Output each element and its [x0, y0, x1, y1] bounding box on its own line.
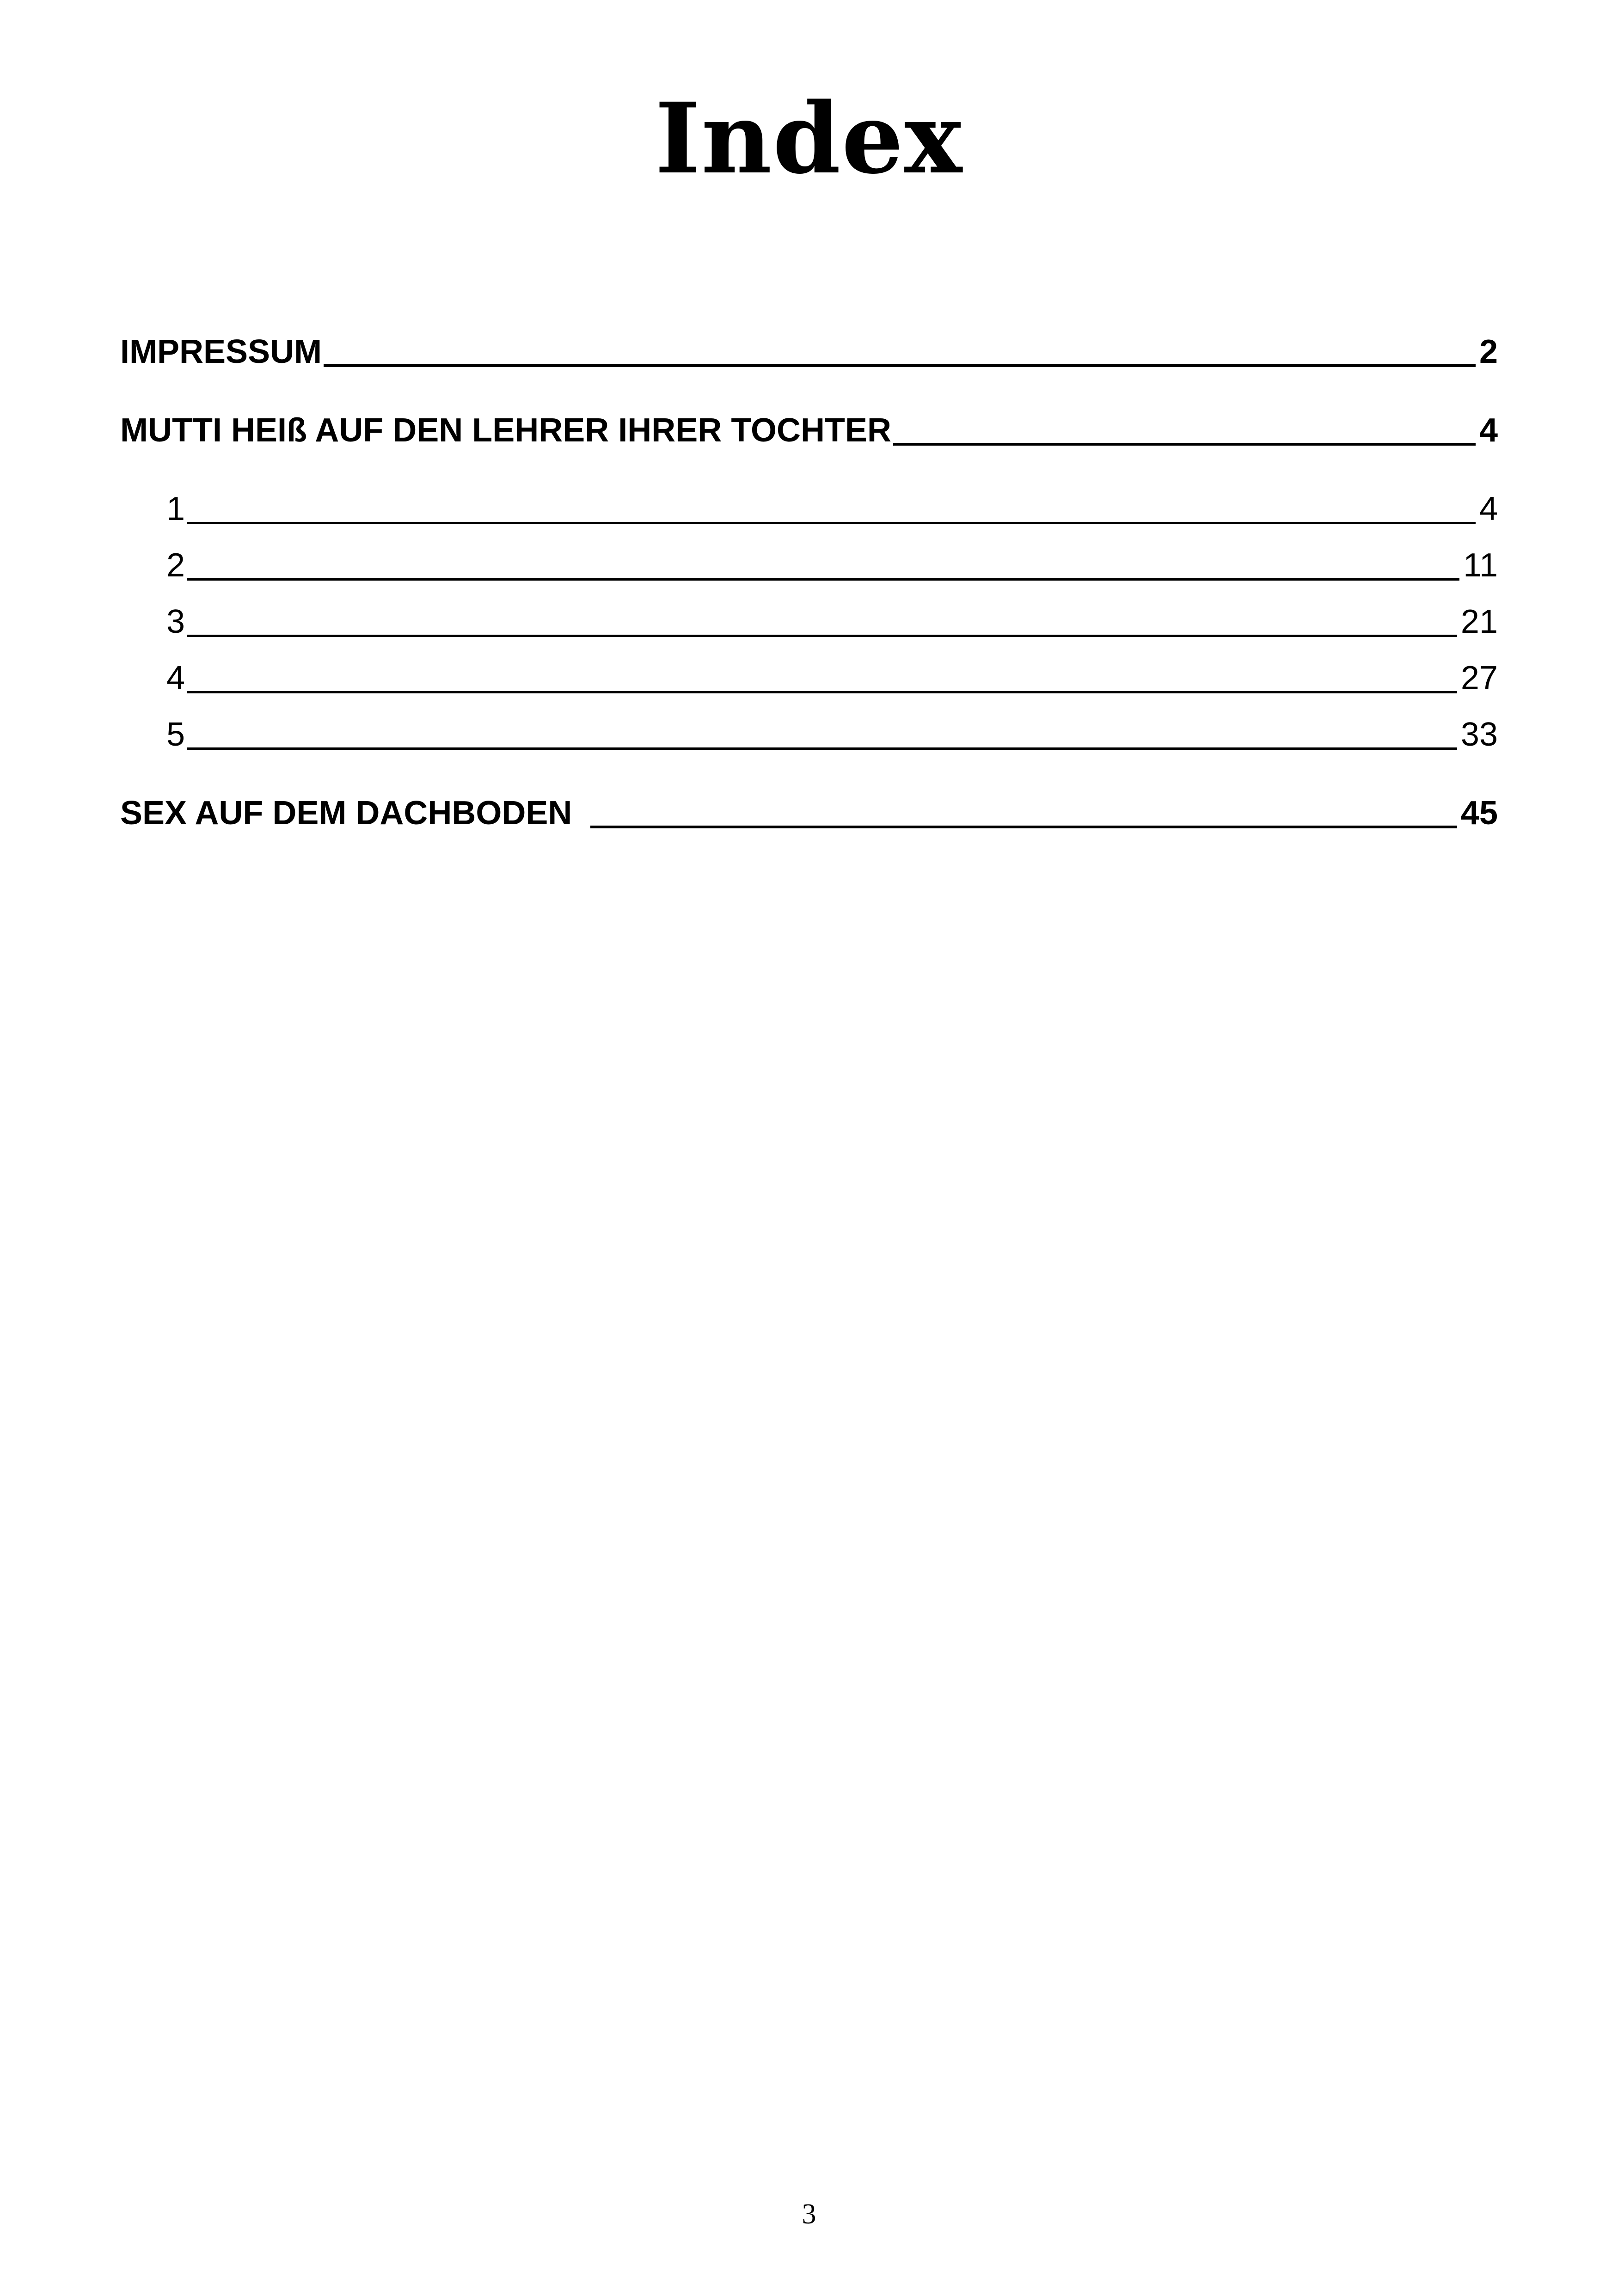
toc-entry-page: 4	[1479, 412, 1498, 449]
toc-entry-label: 3	[166, 603, 185, 640]
toc-entry-label: 4	[166, 660, 185, 697]
toc-leader-line	[187, 578, 1459, 581]
toc-leader-line	[187, 747, 1457, 750]
toc-entry-page: 33	[1460, 716, 1498, 753]
toc-entry-mutti-heiss[interactable]	[120, 410, 1498, 451]
toc-leader-line	[590, 826, 1457, 828]
page-number: 3	[802, 2198, 816, 2230]
page-title: Index	[655, 81, 963, 196]
toc-entry-page: 21	[1460, 603, 1498, 640]
toc-leader-line	[187, 522, 1476, 524]
toc-leader-line	[893, 443, 1476, 446]
toc-entry-chapter-4[interactable]	[120, 657, 1498, 699]
toc-entry-impressum[interactable]	[120, 331, 1498, 373]
table-of-contents	[120, 331, 1498, 834]
toc-leader-line	[187, 691, 1457, 693]
toc-entry-label: MUTTI HEIß AUF DEN LEHRER IHRER TOCHTER	[120, 412, 891, 449]
toc-entry-chapter-1[interactable]	[120, 488, 1498, 530]
toc-entry-chapter-5[interactable]	[120, 714, 1498, 755]
toc-entry-page: 27	[1460, 660, 1498, 697]
toc-entry-label: 1	[166, 490, 185, 527]
toc-leader-line	[324, 364, 1476, 367]
toc-entry-label: SEX AUF DEM DACHBODEN	[120, 795, 572, 832]
toc-entry-page: 11	[1463, 547, 1498, 584]
toc-entry-chapter-2[interactable]	[120, 545, 1498, 586]
toc-entry-label: IMPRESSUM	[120, 333, 322, 370]
toc-entry-sex-auf-dem-dachboden[interactable]	[120, 792, 1498, 834]
toc-entry-page: 45	[1460, 795, 1498, 832]
toc-entry-label: 5	[166, 716, 185, 753]
toc-leader-line	[187, 635, 1457, 637]
toc-entry-chapter-3[interactable]	[120, 601, 1498, 643]
toc-entry-page: 2	[1479, 333, 1498, 370]
toc-entry-label: 2	[166, 547, 185, 584]
toc-entry-page: 4	[1479, 490, 1498, 527]
